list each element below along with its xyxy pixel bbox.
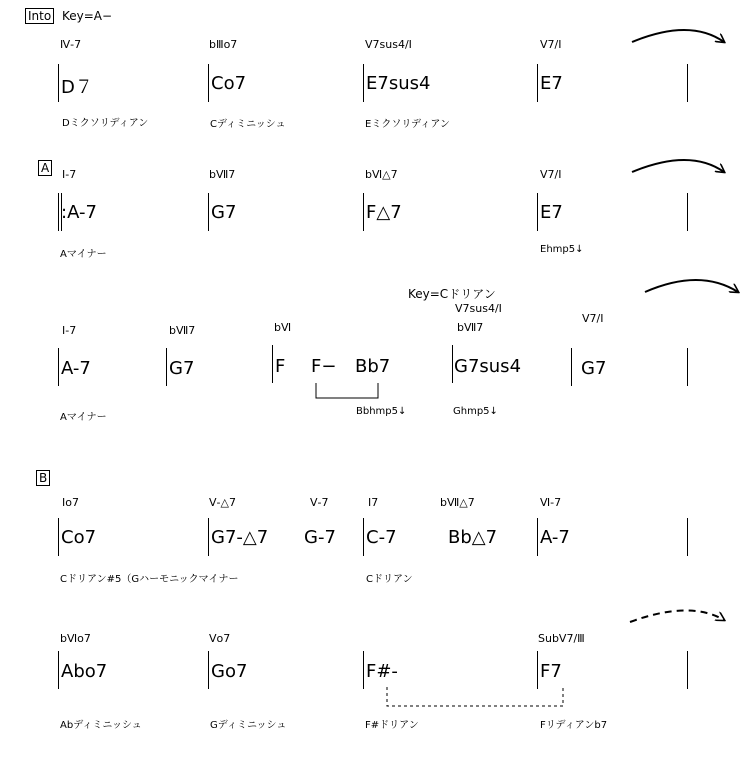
scale-label: Aマイナー	[60, 249, 107, 260]
scale-label: Ghmp5↓	[453, 406, 498, 417]
roman-numeral: bⅦ△7	[440, 496, 475, 509]
roman-numeral: bⅦ7	[209, 168, 236, 181]
chord-symbol: :A-7	[61, 202, 97, 223]
section-tag-intro: Into	[25, 8, 54, 24]
roman-numeral: bⅦ7	[457, 321, 484, 334]
chord-symbol: G7sus4	[454, 356, 522, 377]
scale-label: Fリディアンb7	[540, 720, 608, 731]
chord-symbol: G7	[211, 202, 237, 223]
chord-symbol: F	[275, 356, 286, 377]
roman-numeral: Ⅰ7	[368, 496, 379, 509]
scale-label: Bbhmp5↓	[356, 406, 407, 417]
chord-symbol: G7-△7	[211, 527, 269, 548]
scale-label: Abディミニッシュ	[60, 720, 142, 731]
scale-label: Cドリアン#5（Gハーモニックマイナー	[60, 574, 239, 585]
chord-symbol: Bb7	[355, 356, 391, 377]
chord-symbol: F7	[540, 661, 562, 682]
roman-numeral: Ⅴ-△7	[209, 496, 236, 509]
section-tag-b: B	[36, 470, 50, 486]
chord-symbol: A-7	[61, 358, 91, 379]
continuation-arrow-icon	[632, 160, 724, 172]
roman-numeral: Ⅳ-7	[60, 38, 82, 51]
chord-symbol: Co7	[211, 73, 247, 94]
chord-symbol: D７	[61, 77, 93, 98]
roman-numeral: Ⅴ7/Ⅰ	[540, 38, 562, 51]
roman-numeral: Ⅰ-7	[62, 324, 77, 337]
roman-numeral: Ⅵ-7	[540, 496, 562, 509]
chord-symbol: F#-	[366, 661, 398, 682]
chord-symbol: Co7	[61, 527, 97, 548]
roman-numeral: bⅦ7	[169, 324, 196, 337]
chord-symbol: F△7	[366, 202, 402, 223]
roman-numeral: Ⅴo7	[209, 632, 231, 645]
roman-numeral: bⅥ△7	[365, 168, 398, 181]
key-signature: Key=A−	[62, 9, 113, 23]
chord-symbol: E7	[540, 202, 563, 223]
roman-numeral: Ⅴ7/Ⅰ	[540, 168, 562, 181]
chord-symbol: Abo7	[61, 661, 108, 682]
roman-numeral: Ⅴ7sus4/Ⅰ	[365, 38, 412, 51]
roman-numeral: bⅥo7	[60, 632, 91, 645]
chord-symbol: F−	[311, 356, 337, 377]
roman-numeral: bⅥ	[274, 321, 292, 334]
chord-symbol: Go7	[211, 661, 248, 682]
roman-numeral: Ⅴ-7	[310, 496, 329, 509]
chord-bracket-dashed	[387, 687, 563, 706]
roman-numeral: Ⅰ-7	[62, 168, 77, 181]
scale-label: Ehmp5↓	[540, 244, 584, 255]
scale-label: Aマイナー	[60, 412, 107, 423]
scale-label: Cドリアン	[366, 574, 413, 585]
roman-numeral: bⅢo7	[209, 38, 238, 51]
chord-symbol: C-7	[366, 527, 397, 548]
continuation-arrow-icon	[632, 30, 724, 42]
roman-numeral: Ⅰo7	[62, 496, 79, 509]
scale-label: Cディミニッシュ	[210, 119, 286, 130]
chord-symbol: E7sus4	[366, 73, 431, 94]
chord-symbol: E7	[540, 73, 563, 94]
chord-symbol: A-7	[540, 527, 570, 548]
scale-label: F#ドリアン	[365, 720, 419, 731]
key-signature: Key=Cドリアン	[408, 287, 496, 301]
section-tag-a: A	[38, 160, 52, 176]
scale-label: Eミクソリディアン	[365, 119, 450, 130]
chord-symbol: Bb△7	[448, 527, 498, 548]
continuation-arrow-dashed-icon	[630, 610, 724, 622]
chord-symbol: G-7	[304, 527, 336, 548]
chord-symbol: G7	[581, 358, 607, 379]
scale-label: Gディミニッシュ	[210, 720, 287, 731]
chord-bracket	[316, 383, 378, 398]
roman-numeral: Ⅴ7/Ⅰ	[582, 312, 604, 325]
roman-numeral: SubⅤ7/Ⅲ	[538, 632, 585, 645]
roman-numeral: Ⅴ7sus4/Ⅰ	[455, 302, 502, 315]
chord-symbol: G7	[169, 358, 195, 379]
continuation-arrow-icon	[645, 280, 738, 292]
scale-label: Dミクソリディアン	[62, 118, 149, 129]
